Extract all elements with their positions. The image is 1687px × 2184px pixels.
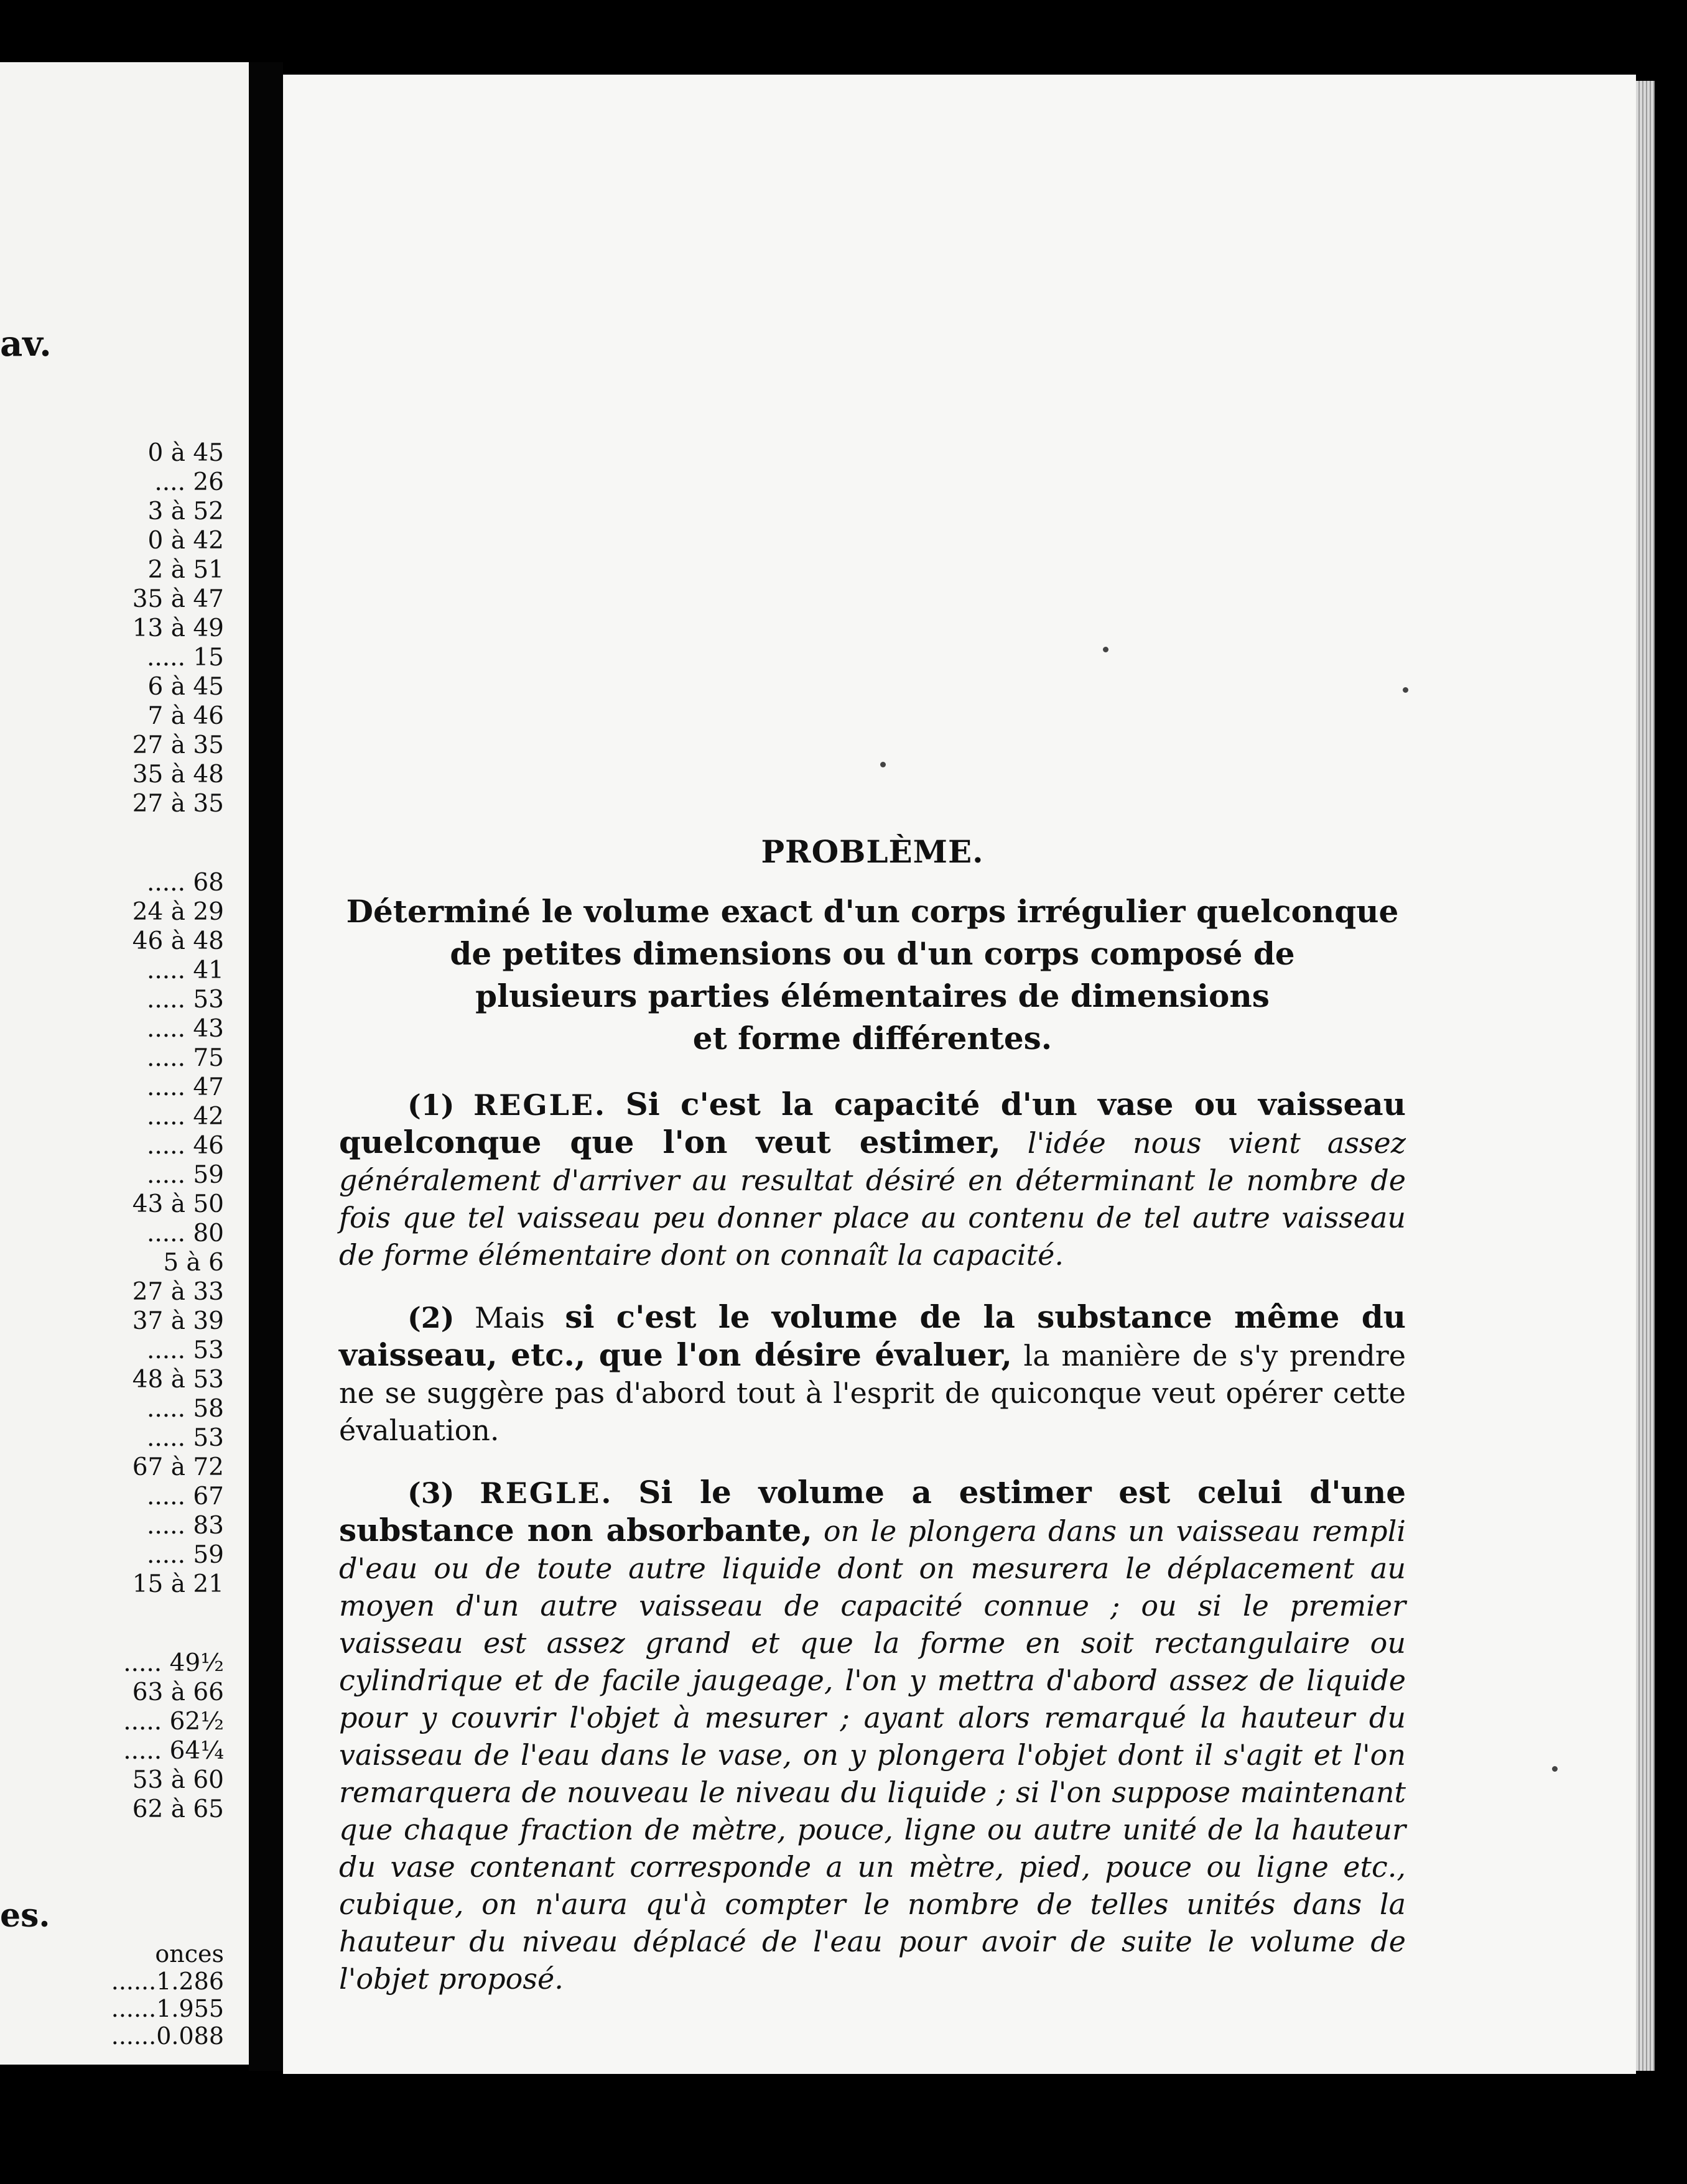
left-list-entry: 53 à 60 xyxy=(132,1766,224,1794)
paragraph-number: (1) xyxy=(407,1088,455,1122)
left-list-entry: 27 à 35 xyxy=(132,731,224,759)
left-list-entry: 3 à 52 xyxy=(147,497,224,525)
units-row: ......0.088 xyxy=(111,2022,224,2050)
left-list-entry: ..... 41 xyxy=(146,956,224,984)
paragraph-number: (3) xyxy=(407,1476,455,1510)
left-list-entry: 13 à 49 xyxy=(132,614,224,642)
left-list-entry: ..... 64¼ xyxy=(123,1737,224,1765)
paragraph-number: (2) xyxy=(407,1301,455,1335)
left-list-entry: ..... 67 xyxy=(146,1483,224,1511)
plain-text: Mais xyxy=(475,1301,545,1335)
statement-line: et forme différentes. xyxy=(692,1020,1053,1057)
speck xyxy=(1552,1766,1558,1772)
left-list-entry: 48 à 53 xyxy=(132,1366,224,1394)
bold-text: si c'est le volume de la substance même du vaisseau, etc., que l'on désire évaluer, xyxy=(339,1298,1406,1373)
left-list-entry: ..... 62½ xyxy=(123,1708,224,1736)
left-list-entry: ..... 53 xyxy=(146,986,224,1014)
left-list-entry: 0 à 42 xyxy=(147,527,224,555)
left-list-entry: ..... 42 xyxy=(146,1103,224,1131)
units-label: onces xyxy=(155,1940,224,1968)
left-list-entry: ..... 46 xyxy=(146,1132,224,1160)
units-row: ......1.286 xyxy=(111,1968,224,1995)
left-list-entry: ..... 43 xyxy=(146,1015,224,1043)
left-list-entry: 35 à 47 xyxy=(132,585,224,613)
left-list-entry: 15 à 21 xyxy=(132,1570,224,1598)
left-page-list xyxy=(123,438,224,1824)
paragraph-1 xyxy=(339,1086,1406,1274)
page-title: PROBLÈME. xyxy=(761,833,984,870)
bold-text: Si c'est la capacité d'un vase ou vaisseau quelconque que l'on veut estimer, xyxy=(339,1086,1406,1160)
main-text xyxy=(339,833,1406,2022)
left-list-entry: 35 à 48 xyxy=(132,761,224,789)
left-list-entry: 62 à 65 xyxy=(132,1795,224,1823)
statement-line: Déterminé le volume exact d'un corps irrégulier quelconque xyxy=(346,893,1399,930)
left-list-entry: ..... 49½ xyxy=(123,1649,224,1677)
italic-text: on le plongera dans un vaisseau rempli d'eau ou de toute autre liquide dont on mesurera le déplacement au moyen d'un autre vaisseau de capacité connue ; ou si le premier vaisseau est assez grand et que la forme en soit rectangulaire ou cylindrique et de facile jaugeage, l'on y mettra d'abord assez de liquide pour y couvrir l'objet à mesurer ; ayant alors remarqué la hauteur du vaisseau de l'eau dans le vase, on y plongera l'objet dont il s'agit et l'on remarquera de nouveau le niveau du liquide ; si l'on suppose maintenant que chaque fraction de mètre, pouce, ligne ou autre unité de la hauteur du vase contenant corresponde a un mètre, pied, pouce ou ligne etc., cubique, on n'aura qu'à compter le nombre de telles unités dans la hauteur du niveau déplacé de l'eau pour avoir de suite le volume de l'objet proposé. xyxy=(339,1514,1406,1996)
left-list-entry: ..... 47 xyxy=(146,1073,224,1101)
plain-text: la manière de s'y prendre ne se suggère pas d'abord tout à l'esprit de quiconque veut opérer cette évaluation. xyxy=(339,1339,1406,1447)
bold-text: Si le volume a estimer est celui d'une substance non absorbante, xyxy=(339,1474,1406,1548)
left-list-entry: ..... 68 xyxy=(146,869,224,897)
left-list-entry: .... 26 xyxy=(154,468,224,496)
left-units-list xyxy=(111,1940,224,2050)
page-edge xyxy=(1636,81,1655,2071)
left-list-entry: ..... 59 xyxy=(146,1161,224,1189)
speck xyxy=(880,762,886,767)
left-list-entry: 27 à 33 xyxy=(132,1278,224,1306)
left-list-entry: 6 à 45 xyxy=(147,673,224,701)
book-gutter xyxy=(249,62,283,2071)
left-list-entry xyxy=(123,1599,224,1649)
left-list-entry: 24 à 29 xyxy=(132,898,224,926)
left-list-entry: 37 à 39 xyxy=(132,1307,224,1335)
left-list-entry: 43 à 50 xyxy=(132,1190,224,1218)
left-list-entry: ..... 53 xyxy=(146,1336,224,1364)
left-list-entry: 67 à 72 xyxy=(132,1453,224,1481)
left-list-entry: ..... 15 xyxy=(146,644,224,672)
left-list-entry: 63 à 66 xyxy=(132,1678,224,1706)
speck xyxy=(1103,647,1108,652)
left-list-entry: ..... 75 xyxy=(146,1044,224,1072)
left-list-entry: ..... 58 xyxy=(146,1395,224,1423)
paragraph-2 xyxy=(339,1298,1406,1449)
rule-label: REGLE. xyxy=(480,1476,613,1510)
rule-label: REGLE. xyxy=(473,1088,607,1122)
left-list-entry: 27 à 35 xyxy=(132,790,224,818)
left-list-entry: ..... 83 xyxy=(146,1512,224,1540)
left-list-entry: 0 à 45 xyxy=(147,439,224,467)
problem-statement xyxy=(339,891,1406,1060)
left-list-entry: ..... 59 xyxy=(146,1541,224,1569)
statement-line: plusieurs parties élémentaires de dimensions xyxy=(475,978,1270,1014)
units-row: ......1.955 xyxy=(111,1995,224,2022)
paragraph-3 xyxy=(339,1474,1406,1997)
left-list-entry: 7 à 46 xyxy=(147,702,224,730)
left-list-entry: ..... 80 xyxy=(146,1219,224,1247)
left-units-header: es. xyxy=(0,1897,50,1935)
left-list-entry: 46 à 48 xyxy=(132,927,224,955)
left-page xyxy=(0,62,249,2065)
left-page-header: av. xyxy=(0,323,52,364)
left-list-entry: 5 à 6 xyxy=(163,1249,224,1277)
speck xyxy=(1403,687,1408,693)
left-list-entry xyxy=(123,818,224,868)
left-list-entry: 2 à 51 xyxy=(147,556,224,584)
italic-text: l'idée nous vient assez généralement d'arriver au resultat désiré en déterminant le nombre de fois que tel vaisseau peu donner place au contenu de tel autre vaisseau de forme élémentaire dont on connaît la capacité. xyxy=(339,1126,1406,1272)
left-list-entry: ..... 53 xyxy=(146,1424,224,1452)
statement-line: de petites dimensions ou d'un corps composé de xyxy=(450,935,1295,972)
